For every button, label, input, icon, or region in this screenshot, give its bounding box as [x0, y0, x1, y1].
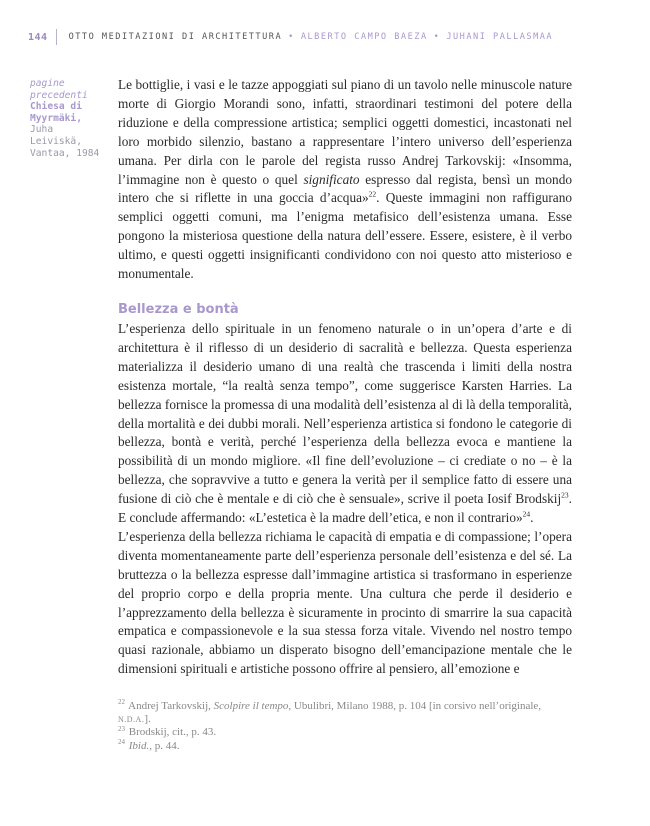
paragraph-1 [118, 76, 572, 284]
footnote-24 [118, 737, 572, 753]
footnote-ref-24[interactable]: 24 [522, 509, 531, 519]
section-heading: Bellezza e bontà [118, 301, 239, 317]
page-number: 144 [28, 31, 48, 43]
paragraph-1-text-c: . Queste immagini non raffigurano semplici oggetti comuni, ma l’enigma metafisico dell’esistenza umana. Esse pongono la misteriosa questione della natura dell’essere. Essere, esistere, è il verbo ultimo, e questi oggetti insignificanti condividono con noi questo atto misterioso e monumentale. [118, 190, 572, 282]
paragraph-2-text-c: . [530, 510, 534, 526]
paragraph-1-text-b: espresso dal regista, bensì un mondo intero che si riflette in una goccia d’acqua» [118, 171, 572, 206]
header-author-1: ALBERTO CAMPO BAEZA [300, 32, 428, 42]
footnote-number: 24 [118, 737, 125, 746]
footnote-ref-22[interactable]: 22 [368, 190, 377, 200]
footnote-number: 22 [118, 698, 125, 707]
footnotes [118, 700, 572, 753]
footnote-italic: Ibid. [128, 739, 150, 752]
paragraph-2-text-a: L’esperienza dello spirituale in un fenomeno naturale o in un’opera d’arte e di architettura è il riflesso di un desiderio di sacralità e bellezza. Questa esperienza materializza il desiderio umano di una realtà che trascenda i limiti della nostra esistenza mortale, “la realtà senza tempo”, come suggerisce Karsten Harries. La bellezza fornisce la promessa di una modalità dell’esistenza al di là della temporalità, della mortalità e dei dubbi morali. Nell’esperienza artistica si fondono le categorie di bellezza, bontà e verità, perché l’esperienza della bellezza evoca e mantiene la possibilità di un mondo migliore. «Il fine dell’evoluzione – ci crediate o no – è la bellezza, che sopravvive a tutto e genera la verità per il semplice fatto di essere una fusione di ciò che è mentale e di ciò che è sensuale», scrive il poeta Iosif Brodskij [118, 320, 572, 507]
paragraph-2-text-b: . E conclude affermando: «L’estetica è la madre dell’etica, e non il contrario» [118, 491, 572, 526]
footnote-smallcaps: N.D.A. [118, 715, 145, 725]
header-separator-1: • [288, 32, 295, 42]
book-title: OTTO MEDITAZIONI DI ARCHITETTURA [68, 32, 283, 42]
header-author-2: JUHANI PALLASMAA [446, 32, 554, 42]
image-caption-sidenote [30, 78, 110, 159]
footnote-23 [118, 726, 572, 739]
paragraph-2 [118, 320, 572, 528]
footnote-22 [118, 700, 572, 726]
footnote-text: Andrej Tarkovskij, [128, 700, 214, 712]
caption-title: Chiesa di Myyrmäki, [30, 101, 82, 124]
caption-label: pagine precedenti [30, 78, 88, 101]
footnote-italic: Scolpire il tempo [213, 700, 289, 712]
paragraph-1-text-a: Le bottiglie, i vasi e le tazze appoggiati sul piano di un tavolo nelle minuscole nature morte di Giorgio Morandi sono, infatti, straordinari testimoni del potere della riduzione e della compressione artistica; semplici oggetti domestici, incastonati nel loro morbido silenzio, bastano a rappresentare l’intero universo dell’esperienza umana. Per dirla con le parole del regista russo Andrej Tarkovskij: «Insomma, l’immagine non è questo o quel [118, 77, 572, 187]
footnote-text: , Ubulibri, Milano 1988, p. 104 [in corsivo nell’originale, [288, 700, 542, 712]
footnote-text: Brodskij, cit., p. 43. [128, 726, 217, 739]
footnote-ref-23[interactable]: 23 [561, 490, 569, 500]
footnote-text: , p. 44. [149, 739, 180, 752]
paragraph-3: L’esperienza della bellezza richiama le capacità di empatia e di compassione; l’opera diventa momentaneamente parte dell’esperienza personale dell’esistenza e del sé. La bruttezza o la bellezza espresse dall’immagine artistica si trasformano in esperienze del proprio corpo e della propria mente. Una cultura che perde il desiderio e l’apprezzamento della bellezza è sicuramente in procinto di smarrire la sua capacità empatica e compassionevole e la sua stessa forza vitale. Vivendo nel nostro tempo quasi razionale, abbiamo un disperato bisogno dell’emancipazione mentale che le dimensioni spirituali e artistiche possono offrire al pensiero, all’emozione e [118, 528, 572, 677]
paragraph-1-italic: significato [303, 171, 360, 187]
caption-details: Juha Leiviskä, Vantaa, 1984 [30, 124, 100, 159]
footnote-text: ]. [144, 713, 151, 726]
main-text-column [118, 76, 572, 679]
header-divider [56, 29, 57, 45]
running-header [28, 30, 553, 44]
header-separator-2: • [433, 32, 441, 42]
footnote-number: 23 [118, 724, 125, 733]
